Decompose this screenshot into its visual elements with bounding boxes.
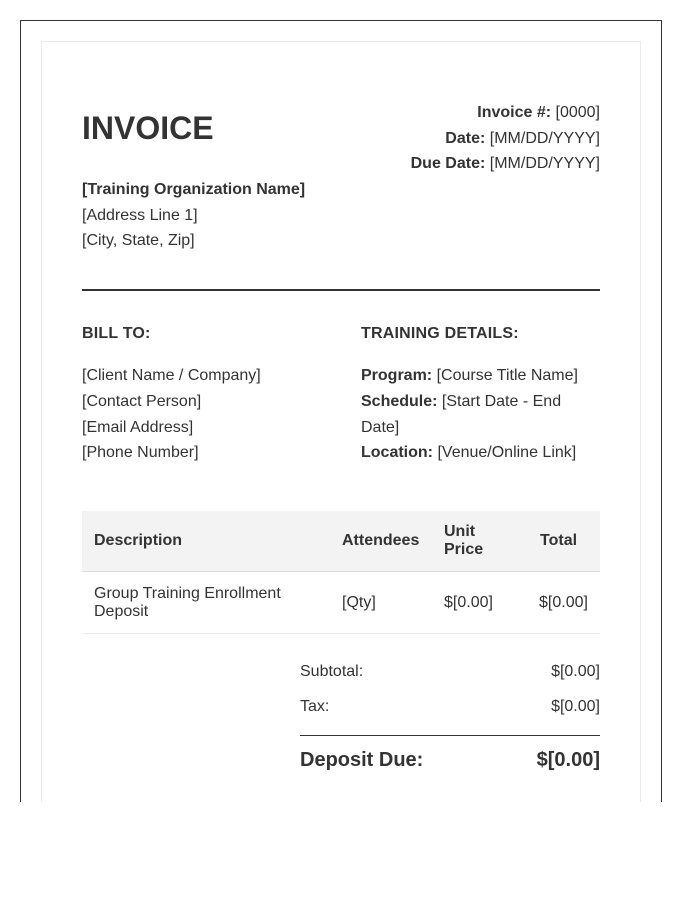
table-header-row xyxy=(82,511,600,572)
invoice-number-value: [0000] xyxy=(555,104,600,121)
cell-attendees: [Qty] xyxy=(342,594,376,611)
invoice-title: INVOICE xyxy=(82,110,214,146)
bill-to-line: [Email Address] xyxy=(82,418,194,436)
header-unit-price: Unit Price xyxy=(444,523,484,558)
invoice-date-value: [MM/DD/YYYY] xyxy=(489,129,600,147)
bill-to-line: [Phone Number] xyxy=(82,444,199,462)
table-row xyxy=(82,573,600,634)
location-line xyxy=(361,440,601,466)
schedule-value: [Start Date - End Date] xyxy=(361,392,562,436)
invoice-due-line xyxy=(411,151,600,177)
bill-to-line: [Contact Person] xyxy=(82,392,202,410)
deposit-due-label: Deposit Due: xyxy=(300,749,424,771)
totals-divider xyxy=(300,735,600,736)
training-details-heading: TRAINING DETAILS: xyxy=(361,325,519,342)
invoice-date-label: Date: xyxy=(445,129,486,147)
header-attendees: Attendees xyxy=(342,532,420,549)
organization-block xyxy=(82,177,305,254)
header-description: Description xyxy=(94,532,183,549)
header-total: Total xyxy=(540,532,578,549)
bill-to-line: [Client Name / Company] xyxy=(82,367,261,384)
invoice-number-label: Invoice #: xyxy=(477,104,552,121)
invoice-due-value: [MM/DD/YYYY] xyxy=(489,155,600,172)
program-label: Program: xyxy=(361,367,433,384)
bill-to-block xyxy=(82,363,261,466)
invoice-date-line xyxy=(411,126,600,152)
organization-address-1: [Address Line 1] xyxy=(82,206,198,224)
organization-name: [Training Organization Name] xyxy=(82,181,306,198)
training-details-block xyxy=(361,363,601,466)
schedule-label: Schedule: xyxy=(361,392,438,410)
tax-label: Tax: xyxy=(300,698,330,715)
tax-value: $[0.00] xyxy=(551,698,600,715)
subtotal-value: $[0.00] xyxy=(551,663,600,680)
cell-description: Group Training Enrollment Deposit xyxy=(94,585,281,620)
cell-unit-price: $[0.00] xyxy=(444,594,493,611)
subtotal-label: Subtotal: xyxy=(300,663,364,680)
header-divider xyxy=(82,289,600,291)
program-value: [Course Title Name] xyxy=(436,367,578,384)
program-line xyxy=(361,363,601,389)
cell-total: $[0.00] xyxy=(539,594,588,611)
bill-to-heading: BILL TO: xyxy=(82,325,151,342)
deposit-due-value: $[0.00] xyxy=(536,749,600,771)
organization-address-2: [City, State, Zip] xyxy=(82,232,195,249)
invoice-number-line xyxy=(411,100,600,126)
invoice-meta xyxy=(411,100,600,177)
location-label: Location: xyxy=(361,444,433,462)
location-value: [Venue/Online Link] xyxy=(437,444,577,462)
invoice-due-label: Due Date: xyxy=(410,155,486,172)
schedule-line xyxy=(361,389,601,441)
